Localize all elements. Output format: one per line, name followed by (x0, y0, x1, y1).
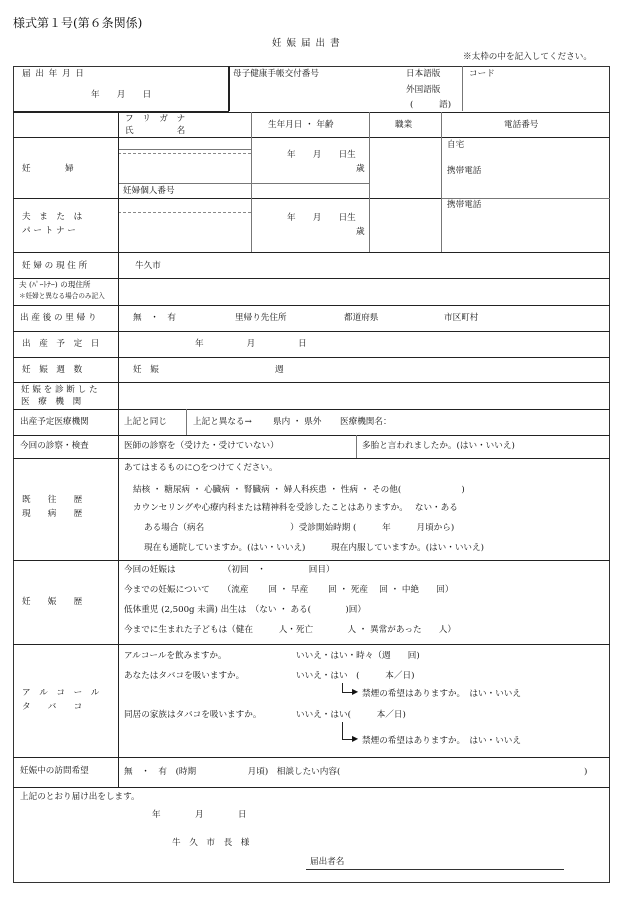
planned-facility-different[interactable]: 上記と異なる→ (193, 417, 252, 427)
submit-date-value[interactable]: 年 月 日 (91, 90, 152, 100)
submitter-signature-line[interactable] (306, 869, 564, 870)
weeks-label: 妊 娠 週 数 (22, 365, 83, 375)
pregnant-age[interactable]: 歳 (356, 164, 365, 174)
history-line[interactable]: カウンセリングや心療内科または精神科を受診したことはありますか。 ない・ある (133, 503, 458, 513)
furigana-header: フ リ ガ ナ (125, 114, 186, 124)
history-line[interactable]: 結核 ・ 糖尿病 ・ 心臓病 ・ 腎臓病 ・ 婦人科疾患 ・ 性病 ・ その他( ) (133, 485, 465, 495)
history-label-2: 現 病 歴 (22, 509, 83, 519)
pregnancy-history-line[interactable]: 今回の妊娠は （初回 ・ 回目） (124, 565, 335, 575)
pregnant-home-phone[interactable]: 自宅 (447, 140, 465, 150)
code-label: コード (469, 69, 495, 79)
lifestyle-label-1: ア ル コ ー ル (22, 688, 100, 698)
homecoming-prefecture[interactable]: 都道府県 (344, 313, 379, 323)
japanese-edition[interactable]: 日本語版 (406, 69, 441, 79)
smoke-options[interactable]: いいえ・はい ( 本／日) (296, 671, 415, 681)
diagnosis-label-2: 医 療 機 関 (21, 397, 82, 407)
exam-multiple[interactable]: 多胎と言われましたか。(はい・いいえ) (362, 441, 515, 451)
arrow-icon: ▶ (352, 687, 359, 696)
homecoming-city[interactable]: 市区町村 (444, 313, 479, 323)
declaration-date[interactable]: 年 月 日 (152, 810, 247, 820)
history-line: あてはまるものに○をつけてください。 (124, 463, 278, 473)
arrow-connector (342, 722, 343, 739)
personal-number-label: 妊婦個人番号 (123, 186, 175, 196)
planned-facility-label: 出産予定医療機関 (20, 417, 89, 427)
homecoming-label: 出 産 後 の 里 帰 り (20, 313, 97, 323)
partner-label-2: パ ー ト ナ ー (22, 226, 76, 236)
diagnosis-label-1: 妊 娠 を 診 断 し た (21, 385, 98, 395)
planned-facility-location[interactable]: 県内 ・ 県外 (273, 417, 322, 427)
birth-age-header: 生年月日 ・ 年齢 (268, 120, 334, 130)
arrow-connector (342, 683, 343, 692)
arrow-icon: ▶ (352, 734, 359, 743)
occupation-header: 職業 (395, 120, 413, 130)
alcohol-options[interactable]: いいえ・はい・時々（週 回) (296, 651, 420, 661)
pregnancy-history-line[interactable]: 今までの妊娠について （流産 回 ・ 早産 回 ・ 死産 回 ・ 中絶 回） (124, 585, 454, 595)
form-frame (13, 66, 610, 883)
visit-options[interactable]: 無 ・ 有 (時期 月頃) 相談したい内容( (124, 767, 341, 777)
submit-date-label: 届 出 年 月 日 (22, 69, 85, 79)
planned-facility-name-label: 医療機関名： (340, 417, 392, 427)
pregnancy-history-label: 妊 娠 歴 (22, 597, 83, 607)
partner-birth-date[interactable]: 年 月 日生 (287, 213, 356, 223)
alcohol-question: アルコールを飲みますか。 (124, 651, 227, 661)
history-line[interactable]: 現在も通院していますか。(はい・いいえ) 現在内服していますか。(はい・いいえ) (144, 543, 484, 553)
weeks-unit[interactable]: 週 (275, 365, 284, 375)
history-line[interactable]: ある場合（病名 ）受診開始時期 ( 年 月頃から) (144, 523, 455, 533)
pregnancy-history-line[interactable]: 今までに生まれた子どもは（健在 人・死亡 人 ・ 異常があった 人） (124, 625, 456, 635)
due-date-label: 出 産 予 定 日 (22, 339, 100, 349)
partner-mobile-phone[interactable]: 携帯電話 (447, 200, 482, 210)
partner-address-label-1: 夫 (ﾊﾟｰﾄﾅｰ) の現住所 (19, 280, 91, 289)
address-value[interactable]: 牛久市 (135, 261, 161, 271)
pregnant-mobile-phone[interactable]: 携帯電話 (447, 166, 482, 176)
phone-header: 電話番号 (504, 120, 539, 130)
pregnant-label: 妊 婦 (22, 164, 74, 174)
submitter-label: 届出者名 (310, 857, 345, 867)
instruction-note: ※太枠の中を記入してください。 (463, 52, 592, 62)
due-date-value[interactable]: 年 月 日 (195, 339, 307, 349)
address-label: 妊 婦 の 現 住 所 (22, 261, 88, 271)
language-blank[interactable]: ( 語) (410, 100, 452, 110)
exam-label: 今回の診察・検査 (20, 441, 89, 451)
visit-label: 妊娠中の訪問希望 (20, 766, 89, 776)
name-header: 氏 名 (125, 126, 186, 136)
homecoming-options[interactable]: 無 ・ 有 (133, 313, 176, 323)
history-label-1: 既 往 歴 (22, 495, 83, 505)
quit-wish[interactable]: 禁煙の希望はありますか。 はい・いいえ (362, 689, 521, 699)
page-title: 妊 娠 届 出 書 (272, 38, 341, 49)
partner-age[interactable]: 歳 (356, 227, 365, 237)
boshi-number-label: 母子健康手帳交付番号 (233, 69, 319, 79)
family-smoke-options[interactable]: いいえ・はい( 本／日) (296, 710, 406, 720)
form-number: 様式第１号(第６条関係) (13, 16, 143, 30)
partner-label-1: 夫 ま た は (22, 212, 83, 222)
exam-doctor[interactable]: 医師の診察を（受けた・受けていない） (124, 441, 279, 451)
partner-address-label-2: ＊妊婦と異なる場合のみ記入 (19, 292, 105, 300)
weeks-prefix: 妊 娠 (133, 365, 159, 375)
family-smoke-question: 同居の家族はタバコを吸いますか。 (124, 710, 262, 720)
planned-facility-same[interactable]: 上記と同じ (124, 417, 167, 427)
smoke-question: あなたはタバコを吸いますか。 (124, 671, 245, 681)
foreign-edition[interactable]: 外国語版 (406, 85, 441, 95)
pregnancy-history-line[interactable]: 低体重児 (2,500g 未満) 出生は （ない ・ ある( )回） (124, 605, 366, 615)
lifestyle-label-2: タ バ コ (22, 702, 83, 712)
mayor: 牛 久 市 長 様 (172, 838, 250, 848)
pregnant-birth-date[interactable]: 年 月 日生 (287, 150, 356, 160)
declaration: 上記のとおり届け出をします。 (20, 792, 140, 802)
visit-close: ) (584, 767, 588, 777)
homecoming-destination: 里帰り先住所 (235, 313, 287, 323)
family-quit-wish[interactable]: 禁煙の希望はありますか。 はい・いいえ (362, 736, 521, 746)
